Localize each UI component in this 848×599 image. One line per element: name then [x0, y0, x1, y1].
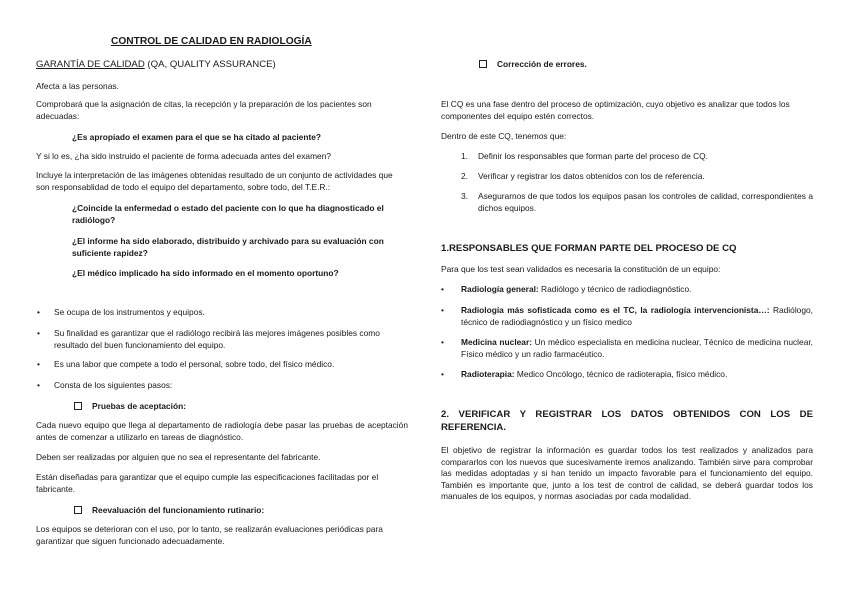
question: ¿El médico implicado ha sido informado en el momento oportuno? [72, 268, 339, 278]
paragraph: Y si lo es, ¿ha sido instruido el paciente de forma adecuada antes del examen? [36, 151, 332, 161]
checklist-label: Corrección de errores. [497, 59, 587, 69]
step-text: Verificar y registrar los datos obtenidos con los de referencia. [478, 171, 705, 181]
list-item [441, 337, 814, 360]
section-subtitle [36, 59, 408, 71]
bullet-mark: • [37, 307, 40, 317]
bullet-mark: • [441, 337, 444, 347]
section-heading: 2. VERIFICAR Y REGISTRAR LOS DATOS OBTENIDOS CON LOS DE REFERENCIA. [441, 409, 813, 433]
paragraph: Cada nuevo equipo que llega al departamento de radiología debe pasar las pruebas de aceptación antes de comenzar a utilizarlo en tareas de diagnóstico. [36, 420, 408, 442]
subtitle-underlined: GARANTÍA DE CALIDAD [36, 59, 145, 70]
checkbox-icon [74, 506, 82, 514]
checklist-item [74, 401, 186, 413]
list-item-text: Es una labor que compete a todo el personal, sobre todo, del físico médico. [54, 359, 335, 369]
step-number: 1. [461, 151, 468, 161]
role-name: Medicina nuclear: [461, 337, 533, 347]
checklist-label: Pruebas de aceptación: [92, 401, 187, 411]
paragraph: Incluye la interpretación de las imágenes obtenidas resultado de un conjunto de actividades que son responsablidad de todo el equipo del departamento, sobre todo, del T.E.R.: [36, 170, 393, 192]
step-number: 3. [461, 191, 468, 201]
step-item [461, 171, 813, 183]
question: ¿Coincide la enfermedad o estado del paciente con lo que ha diagnosticado el radiólogo? [72, 203, 384, 225]
role-desc: Medico Oncólogo, técnico de radioterapia, físico médico. [514, 369, 728, 379]
question: ¿El informe ha sido elaborado, distribuido y archivado para su evaluación con suficiente rapidez? [72, 236, 384, 258]
step-text: Asegurarnos de que todos los equipos pasan los controles de calidad, correspondientes a dichos equipos. [478, 191, 813, 213]
checklist-item [74, 505, 264, 517]
paragraph: Dentro de este CQ, tenemos que: [441, 131, 567, 141]
list-item-text: Su finalidad es garantizar que el radiólogo recibirá las mejores imágenes posibles como resultado del buen funcionamiento del equipo. [54, 328, 380, 350]
list-item [37, 359, 408, 371]
list-item [441, 369, 813, 381]
bullet-mark: • [441, 284, 444, 294]
list-item [37, 328, 408, 351]
role-desc: Radiólogo, técnico de radiodiagnóstico y un físico medico [461, 305, 813, 327]
list-item [441, 305, 813, 328]
list-item [37, 380, 408, 392]
paragraph: Comprobará que la asignación de citas, la recepción y la preparación de los pacientes son adecuadas: [36, 99, 372, 121]
paragraph: El objetivo de registrar la información es guardar todos los test realizados y analizados para compararlos con los nuevos que sucesivamente iremos analizando. También sirve para comprobar las medidas adoptadas y si han tenido un impacto favorable para el funcionamiento del equipo. También es importante que, junto a los test de control de calidad, se deberá guardar todos los manuales de los equipos, y normas asociadas por cada modalidad. [441, 445, 813, 501]
list-item [441, 284, 813, 296]
role-name: Radiología general: [461, 284, 539, 294]
step-item [461, 151, 813, 163]
page-title: CONTROL DE CALIDAD EN RADIOLOGÍA [111, 36, 312, 47]
role-desc: Radiólogo y técnico de radiodiagnóstico. [538, 284, 692, 294]
checklist-item [479, 59, 587, 71]
list-item-text: Se ocupa de los instrumentos y equipos. [54, 307, 205, 317]
bullet-mark: • [37, 380, 40, 390]
paragraph: Para que los test sean validados es necesaria la constitución de un equipo: [441, 264, 721, 274]
bullet-mark: • [441, 369, 444, 379]
role-desc: Un médico especialista en medicina nuclear, Técnico de medicina nuclear, Físico médico y un radio farmacéutico. [461, 337, 814, 359]
paragraph: El CQ es una fase dentro del proceso de optimización, cuyo objetivo es analizar que todos los componentes del equipo estén correctos. [441, 99, 790, 121]
paragraph: Los equipos se deterioran con el uso, por lo tanto, se realizarán evaluaciones periódicas para garantizar que siguen funcionado adecuadamente. [36, 524, 383, 546]
list-item-text: Consta de los siguientes pasos: [54, 380, 173, 390]
question: ¿Es apropiado el examen para el que se ha citado al paciente? [72, 132, 322, 142]
step-text: Definir los responsables que forman parte del proceso de CQ. [478, 151, 708, 161]
role-name: Radioterapia: [461, 369, 515, 379]
bullet-mark: • [441, 305, 444, 315]
step-item [461, 191, 813, 214]
checklist-label: Reevaluación del funcionamiento rutinario: [92, 505, 265, 515]
checkbox-icon [74, 402, 82, 410]
checkbox-icon [479, 60, 487, 68]
paragraph: Deben ser realizadas por alguien que no sea el representante del fabricante. [36, 452, 321, 462]
section-heading: 1.RESPONSABLES QUE FORMAN PARTE DEL PROCESO DE CQ [441, 243, 737, 254]
step-number: 2. [461, 171, 468, 181]
role-name: Radiología más sofisticada como es el TC, la radiología intervencionista…: [461, 305, 770, 315]
paragraph: Están diseñadas para garantizar que el equipo cumple las especificaciones facilitadas por el fabricante. [36, 472, 379, 494]
bullet-mark: • [37, 328, 40, 338]
subtitle-rest: (QA, QUALITY ASSURANCE) [144, 59, 276, 70]
list-item [37, 307, 408, 319]
bullet-mark: • [37, 359, 40, 369]
paragraph: Afecta a las personas. [36, 81, 119, 91]
